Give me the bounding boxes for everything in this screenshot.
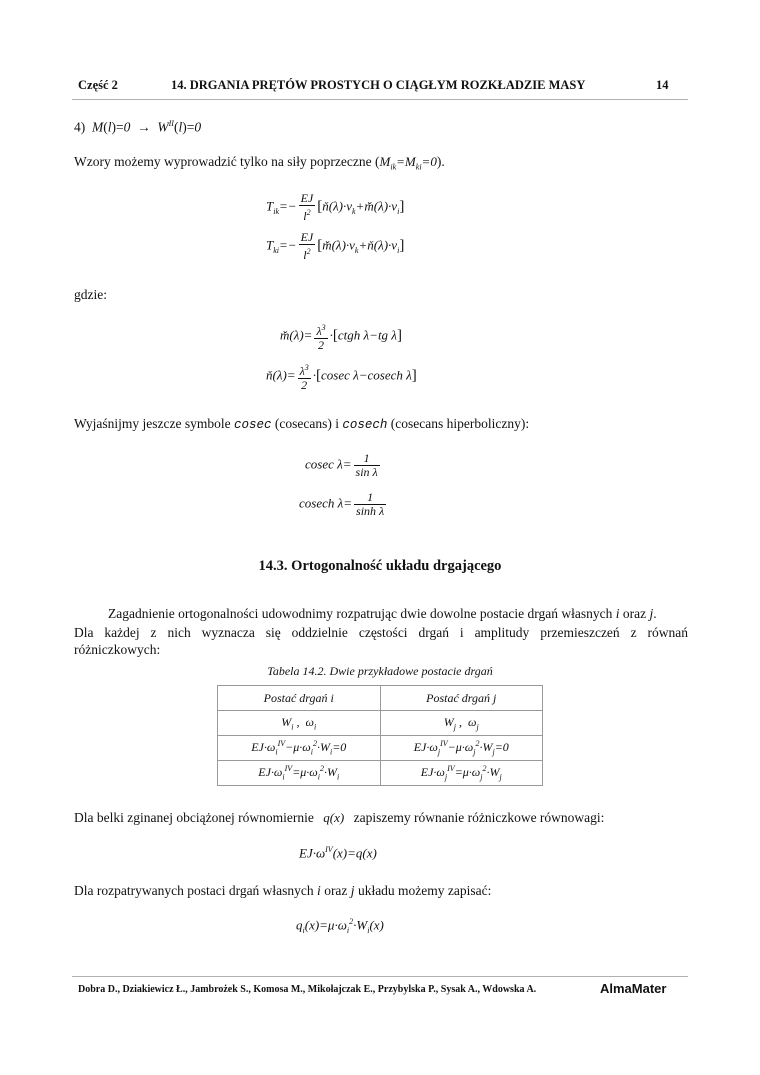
footer-rule (72, 976, 688, 977)
footer-authors: Dobra D., Dziakiewicz Ł., Jambrożek S., Komosa M., Mikołajczak E., Przybylska P., Sysak A., Wdowska A. (78, 984, 537, 995)
page-number: 14 (656, 78, 669, 92)
equation-t-ki: $T_{ki}=-$ $\frac{EJ}{l^2}$ $[m̌(\lambda)\cdot v_k+ň(\lambda)\cdot v_i]$ (266, 230, 405, 262)
equation-beam: $EJ\cdot\omega^{IV}(x)=q(x)$ (299, 845, 377, 861)
table-row (218, 761, 543, 786)
table-header-row (218, 686, 543, 711)
equation-cosec: cosec λ= $\frac{1}{\text{sin λ}}$ (305, 451, 378, 479)
inline-eq-moments: $M_{ik}=M_{ki}=0$ (379, 154, 437, 172)
header-part: Część 2 (78, 78, 118, 92)
equation-q-i: $q_i(x)=\mu\cdot\omega_i^2\cdot W_i(x)$ (296, 917, 384, 935)
paragraph-mode-shapes: Dla rozpatrywanych postaci drgań własnych i oraz j układu możemy zapisać: (74, 883, 492, 898)
paragraph-orthogonality-line1: Zagadnienie ortogonalności udowodnimy rozpatrując dwie dowolne postacie drgań własnych i oraz j. (108, 606, 657, 621)
label-gdzie: gdzie: (74, 287, 107, 302)
table-cell: $EJ\cdot\omega_j^{IV}-\mu\cdot\omega_j^2\cdot W_j=0$ (380, 736, 543, 761)
paragraph-beam: Dla belki zginanej obciążonej równomiernie q(x) zapiszemy równanie różniczkowe równowagi: (74, 810, 605, 825)
item-4: 4) $M(l)=0 \to W^{II}(l)=0$ (74, 119, 202, 135)
table-cell: $EJ\cdot\omega_i^{IV}=\mu\cdot\omega_i^2\cdot W_i$ (218, 761, 381, 786)
inline-eq-load: q(x) (323, 810, 345, 825)
table-row (218, 736, 543, 761)
paragraph-orthogonality-line2: Dla każdej z nich wyznacza się oddzielnie częstości drgań i amplitudy przemieszczeń z równań (74, 625, 688, 640)
table-row (218, 711, 543, 736)
equation-n-lambda: ň(λ)= $\frac{\lambda^3}{2}$ ·[cosec λ−cosech λ] (266, 363, 417, 392)
paragraph-symbols: Wyjaśnijmy jeszcze symbole cosec (cosecans) i cosech (cosecans hiperboliczny): (74, 416, 530, 432)
mode-shapes-table (217, 685, 543, 786)
paragraph-orthogonality-line3: różniczkowych: (74, 642, 161, 657)
header-rule (72, 99, 688, 100)
table-cell: $EJ\cdot\omega_i^{IV}-\mu\cdot\omega_i^2\cdot W_i=0$ (218, 736, 381, 761)
paragraph-transverse-forces: Wzory możemy wyprowadzić tylko na siły poprzeczne $(M_{ik}=M_{ki}=0)$. (74, 154, 445, 172)
section-title: 14.3. Ortogonalność układu drgającego (258, 558, 502, 574)
equation-t-ik: $T_{ik}=-$ $\frac{EJ}{l^2}$ $[ň(\lambda)\cdot v_k+m̌(\lambda)\cdot v_i]$ (266, 191, 405, 223)
footer-publisher-logo: AlmaMater (600, 981, 667, 996)
table-cell: $W_i$ , $\omega_i$ (218, 711, 381, 736)
table-header-cell: Postać drgań j (380, 686, 543, 711)
table-cell: $W_j$ , $\omega_j$ (380, 711, 543, 736)
table-caption: Tabela 14.2. Dwie przykładowe postacie drgań (267, 664, 493, 678)
header-chapter: 14. DRGANIA PRĘTÓW PROSTYCH O CIĄGŁYM ROZKŁADZIE MASY (171, 78, 586, 92)
equation-m-lambda: m̌(λ)= $\frac{\lambda^3}{2}$ ·[ctgh λ−tg λ] (280, 323, 402, 352)
table-header-cell: Postać drgań i (218, 686, 381, 711)
table-cell: $EJ\cdot\omega_j^{IV}=\mu\cdot\omega_j^2\cdot W_j$ (380, 761, 543, 786)
equation-cosech: cosech λ= $\frac{1}{\text{sinh λ}}$ (299, 490, 385, 518)
